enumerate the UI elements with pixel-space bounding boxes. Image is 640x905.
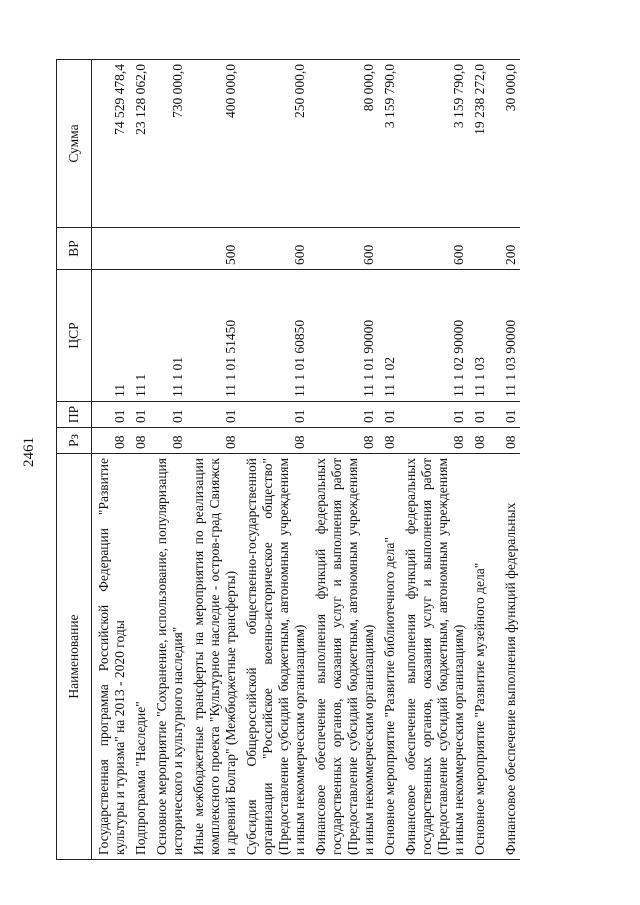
row-rz: 08 bbox=[309, 428, 378, 454]
row-pr: 01 bbox=[240, 402, 309, 428]
row-name: Государственная программа Российской Федерации "Развитие культуры и туризма" на 2013 - 2020 годы bbox=[92, 454, 130, 860]
row-name: Подпрограмма "Наследие" bbox=[129, 454, 150, 860]
row-name: Основное мероприятие "Сохранение, использование, популяризация исторического и культурного наследия" bbox=[150, 454, 187, 860]
row-sum: 80 000,0 bbox=[309, 60, 378, 228]
document-page bbox=[56, 60, 586, 860]
row-pr: 01 bbox=[92, 402, 130, 428]
header-rz: Рз bbox=[57, 428, 92, 454]
row-name: Финансовое обеспечение выполнения функций федеральных государственных органов, оказания услуг и выполнения работ (Предоставление субсидий бюджетным, автономным учреждениям и иным некоммерческим организациям) bbox=[309, 454, 378, 860]
row-pr: 01 bbox=[468, 402, 489, 428]
row-name: Финансовое обеспечение выполнения функций федеральных государственных органов, оказания услуг и выполнения работ (Предоставление субсидий бюджетным, автономным учреждениям и иным некоммерческим организациям) bbox=[399, 454, 468, 860]
row-rz: 08 bbox=[468, 428, 489, 454]
table-row bbox=[129, 60, 150, 860]
row-sum: 3 159 790,0 bbox=[378, 60, 399, 228]
row-sum: 3 159 790,0 bbox=[399, 60, 468, 228]
row-csr: 11 1 01 90000 bbox=[309, 270, 378, 402]
row-csr: 11 1 bbox=[129, 270, 150, 402]
row-rz: 08 bbox=[92, 428, 130, 454]
table-row bbox=[150, 60, 187, 860]
table-row bbox=[489, 60, 520, 860]
row-csr: 11 1 03 bbox=[468, 270, 489, 402]
row-csr: 11 bbox=[92, 270, 130, 402]
row-vr bbox=[378, 228, 399, 270]
header-vr: ВР bbox=[57, 228, 92, 270]
row-vr: 200 bbox=[489, 228, 520, 270]
row-vr: 600 bbox=[309, 228, 378, 270]
row-name: Основное мероприятие "Развитие музейного дела" bbox=[468, 454, 489, 860]
row-pr: 01 bbox=[489, 402, 520, 428]
table-row bbox=[240, 60, 309, 860]
row-sum: 30 000,0 bbox=[489, 60, 520, 228]
row-pr: 01 bbox=[399, 402, 468, 428]
row-csr: 11 1 01 bbox=[150, 270, 187, 402]
row-vr bbox=[150, 228, 187, 270]
row-rz: 08 bbox=[489, 428, 520, 454]
table-row bbox=[92, 60, 130, 860]
row-sum: 730 000,0 bbox=[150, 60, 187, 228]
row-vr bbox=[92, 228, 130, 270]
row-rz: 08 bbox=[399, 428, 468, 454]
row-sum: 400 000,0 bbox=[187, 60, 240, 228]
table-row bbox=[468, 60, 489, 860]
table-header-row bbox=[57, 60, 92, 860]
row-name: Иные межбюджетные трансферты на мероприятия по реализации комплексного проекта "Культурное наследие - остров-град Свияжск и древний Болгар" (Межбюджетные трансферты) bbox=[187, 454, 240, 860]
row-sum: 23 128 062,0 bbox=[129, 60, 150, 228]
row-vr: 600 bbox=[240, 228, 309, 270]
budget-table bbox=[56, 59, 520, 860]
row-sum: 19 238 272,0 bbox=[468, 60, 489, 228]
table-row bbox=[378, 60, 399, 860]
row-sum: 74 529 478,4 bbox=[92, 60, 130, 228]
header-pr: ПР bbox=[57, 402, 92, 428]
row-vr: 600 bbox=[399, 228, 468, 270]
row-name: Субсидия Общероссийской общественно-государственной организации "Российское военно-историческое общество" (Предоставление субсидий бюджетным, автономным учреждениям и иным некоммерческим организациям) bbox=[240, 454, 309, 860]
row-name: Финансовое обеспечение выполнения функций федеральных bbox=[489, 454, 520, 860]
row-rz: 08 bbox=[378, 428, 399, 454]
row-csr: 11 1 01 51450 bbox=[187, 270, 240, 402]
table-row bbox=[399, 60, 468, 860]
header-sum: Сумма bbox=[57, 60, 92, 228]
header-csr: ЦСР bbox=[57, 270, 92, 402]
row-csr: 11 1 01 60850 bbox=[240, 270, 309, 402]
table-row bbox=[187, 60, 240, 860]
row-vr bbox=[468, 228, 489, 270]
row-pr: 01 bbox=[129, 402, 150, 428]
row-csr: 11 1 02 90000 bbox=[399, 270, 468, 402]
row-vr bbox=[129, 228, 150, 270]
row-name: Основное мероприятие "Развитие библиотечного дела" bbox=[378, 454, 399, 860]
row-rz: 08 bbox=[240, 428, 309, 454]
row-csr: 11 1 02 bbox=[378, 270, 399, 402]
rotated-table-area bbox=[56, 60, 586, 860]
row-pr: 01 bbox=[309, 402, 378, 428]
row-pr: 01 bbox=[187, 402, 240, 428]
row-rz: 08 bbox=[129, 428, 150, 454]
row-csr: 11 1 03 90000 bbox=[489, 270, 520, 402]
row-pr: 01 bbox=[150, 402, 187, 428]
row-vr: 500 bbox=[187, 228, 240, 270]
row-rz: 08 bbox=[187, 428, 240, 454]
header-name: Наименование bbox=[57, 454, 92, 860]
row-sum: 250 000,0 bbox=[240, 60, 309, 228]
table-row bbox=[309, 60, 378, 860]
row-pr: 01 bbox=[378, 402, 399, 428]
page-number: 2461 bbox=[21, 437, 37, 467]
row-rz: 08 bbox=[150, 428, 187, 454]
